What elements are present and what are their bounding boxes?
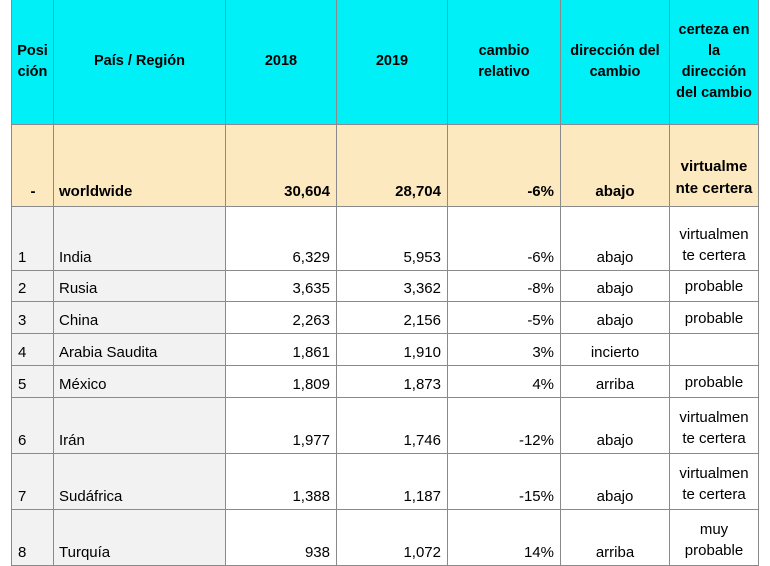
cell-country: Arabia Saudita <box>54 334 226 366</box>
header-2019: 2019 <box>337 0 448 125</box>
cell-2018: 6,329 <box>226 207 337 271</box>
cell-direction: abajo <box>561 125 670 207</box>
cell-certainty: virtualmen te certera <box>670 207 759 271</box>
worldwide-row <box>12 125 759 207</box>
table-row <box>12 366 759 398</box>
cell-change: -6% <box>448 207 561 271</box>
cell-position: 7 <box>12 454 54 510</box>
cell-country: Turquía <box>54 510 226 566</box>
cell-country: Rusia <box>54 271 226 302</box>
cell-certainty: probable <box>670 271 759 302</box>
cell-country: worldwide <box>54 125 226 207</box>
cell-2019: 1,072 <box>337 510 448 566</box>
header-relative-change: cambio relativo <box>448 0 561 125</box>
cell-certainty: virtualmen te certera <box>670 398 759 454</box>
cell-change: 4% <box>448 366 561 398</box>
cell-change: 3% <box>448 334 561 366</box>
cell-2018: 1,861 <box>226 334 337 366</box>
cell-direction: incierto <box>561 334 670 366</box>
data-table <box>11 0 759 566</box>
table-row <box>12 334 759 366</box>
cell-direction: abajo <box>561 302 670 334</box>
header-country: País / Región <box>54 0 226 125</box>
cell-2018: 1,977 <box>226 398 337 454</box>
cell-2019: 1,187 <box>337 454 448 510</box>
cell-position: - <box>12 125 54 207</box>
cell-country: Sudáfrica <box>54 454 226 510</box>
cell-certainty: probable <box>670 302 759 334</box>
cell-change: -5% <box>448 302 561 334</box>
table-row <box>12 510 759 566</box>
header-2018: 2018 <box>226 0 337 125</box>
cell-certainty: virtualme nte certera <box>670 125 759 207</box>
cell-direction: abajo <box>561 207 670 271</box>
table-row <box>12 207 759 271</box>
cell-2019: 1,910 <box>337 334 448 366</box>
cell-position: 2 <box>12 271 54 302</box>
cell-position: 8 <box>12 510 54 566</box>
cell-position: 6 <box>12 398 54 454</box>
cell-direction: arriba <box>561 510 670 566</box>
header-direction: dirección del cambio <box>561 0 670 125</box>
cell-2018: 30,604 <box>226 125 337 207</box>
cell-country: México <box>54 366 226 398</box>
cell-2019: 3,362 <box>337 271 448 302</box>
cell-country: India <box>54 207 226 271</box>
cell-2019: 1,873 <box>337 366 448 398</box>
cell-certainty <box>670 334 759 366</box>
cell-2018: 938 <box>226 510 337 566</box>
cell-2019: 5,953 <box>337 207 448 271</box>
cell-2019: 28,704 <box>337 125 448 207</box>
cell-2018: 2,263 <box>226 302 337 334</box>
cell-position: 5 <box>12 366 54 398</box>
cell-position: 1 <box>12 207 54 271</box>
cell-2018: 3,635 <box>226 271 337 302</box>
cell-direction: abajo <box>561 271 670 302</box>
cell-2019: 1,746 <box>337 398 448 454</box>
cell-direction: abajo <box>561 454 670 510</box>
cell-direction: arriba <box>561 366 670 398</box>
cell-change: -8% <box>448 271 561 302</box>
cell-certainty: probable <box>670 366 759 398</box>
cell-2018: 1,809 <box>226 366 337 398</box>
header-row <box>12 0 759 125</box>
cell-position: 3 <box>12 302 54 334</box>
cell-2019: 2,156 <box>337 302 448 334</box>
cell-certainty: muy probable <box>670 510 759 566</box>
table-row <box>12 454 759 510</box>
cell-country: Irán <box>54 398 226 454</box>
cell-change: 14% <box>448 510 561 566</box>
table-row <box>12 271 759 302</box>
cell-change: -12% <box>448 398 561 454</box>
cell-certainty: virtualmen te certera <box>670 454 759 510</box>
cell-position: 4 <box>12 334 54 366</box>
cell-country: China <box>54 302 226 334</box>
table-row <box>12 398 759 454</box>
table-row <box>12 302 759 334</box>
cell-direction: abajo <box>561 398 670 454</box>
cell-change: -6% <box>448 125 561 207</box>
cell-change: -15% <box>448 454 561 510</box>
header-position: Posi ción <box>12 0 54 125</box>
header-certainty: certeza en la dirección del cambio <box>670 0 759 125</box>
cell-2018: 1,388 <box>226 454 337 510</box>
